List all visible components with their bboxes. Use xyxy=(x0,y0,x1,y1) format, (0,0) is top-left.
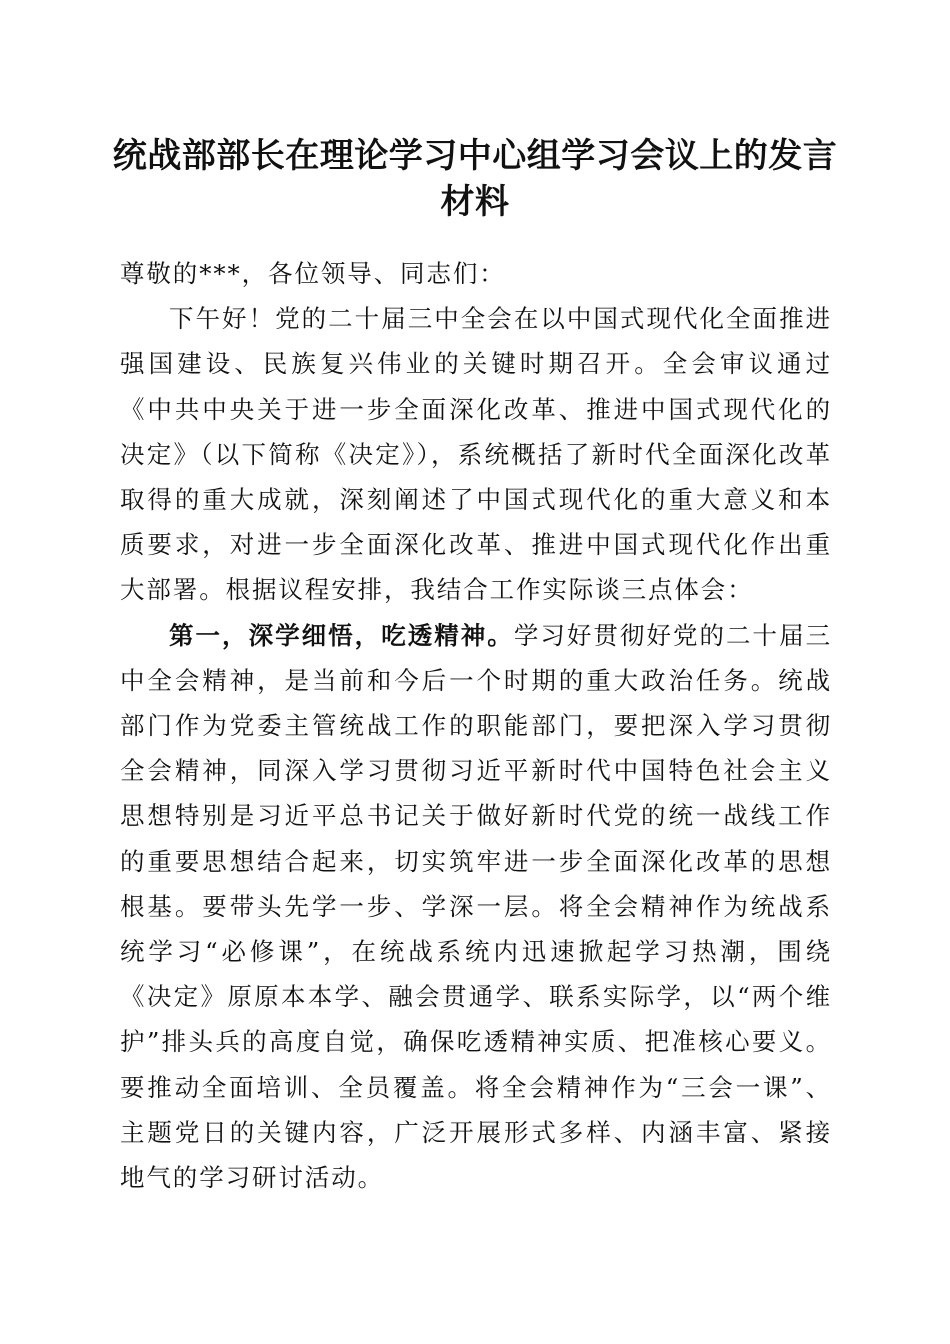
document-title: 统战部部长在理论学习中心组学习会议上的发言材料 xyxy=(112,136,838,222)
paragraph-1 xyxy=(120,296,832,612)
paragraph-text: 下午好！党的二十届三中全会在以中国式现代化全面推进强国建设、民族复兴伟业的关键时期召开。全会审议通过《中共中央关于进一步全面深化改革、推进中国式现代化的决定》（以下简称《决定》），系统概括了新时代全面深化改革取得的重大成就，深刻阐述了中国式现代化的重大意义和本质要求，对进一步全面深化改革、推进中国式现代化作出重大部署。根据议程安排，我结合工作实际谈三点体会： xyxy=(120,304,832,605)
document-body xyxy=(120,251,832,1200)
paragraph-2 xyxy=(120,613,832,1201)
paragraph-text: 学习好贯彻好党的二十届三中全会精神，是当前和今后一个时期的重大政治任务。统战部门作为党委主管统战工作的职能部门，要把深入学习贯彻全会精神，同深入学习贯彻习近平新时代中国特色社会主义思想特别是习近平总书记关于做好新时代党的统一战线工作的重要思想结合起来，切实筑牢进一步全面深化改革的思想根基。要带头先学一步、学深一层。将全会精神作为统战系统学习“必修课”，在统战系统内迅速掀起学习热潮，围绕《决定》原原本本学、融会贯通学、联系实际学，以“两个维护”排头兵的高度自觉，确保吃透精神实质、把准核心要义。要推动全面培训、全员覆盖。将全会精神作为“三会一课”、主题党日的关键内容，广泛开展形式多样、内涵丰富、紧接地气的学习研讨活动。 xyxy=(120,620,832,1193)
paragraph-lead: 第一，深学细悟，吃透精神。 xyxy=(169,620,514,650)
salutation: 尊敬的***，各位领导、同志们： xyxy=(120,259,506,288)
